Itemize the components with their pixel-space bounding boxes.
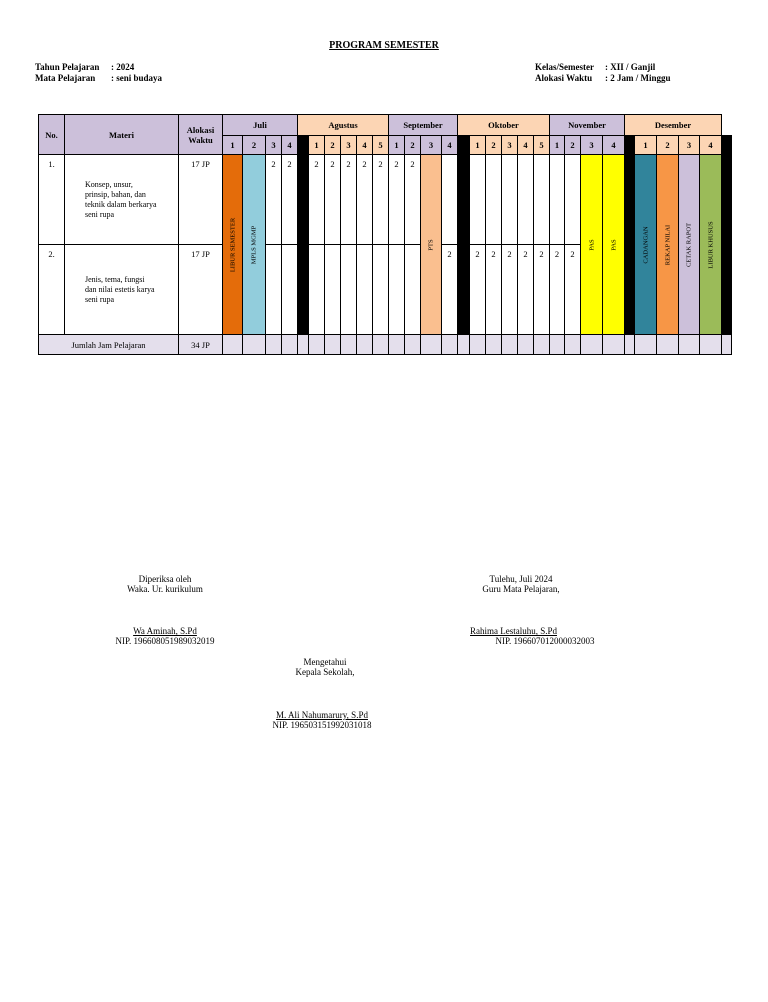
hours-cell: 2 (341, 155, 357, 245)
week-cell: 4 (603, 136, 625, 155)
empty-cell (486, 155, 502, 245)
total-cell (341, 335, 357, 355)
cetak-rapot-cell (679, 155, 700, 335)
teacher-nip: NIP. 196607012000032003 (495, 636, 595, 646)
total-cell (442, 335, 458, 355)
separator-cell (458, 155, 470, 335)
week-cell: 3 (679, 136, 700, 155)
teacher-signature (470, 626, 620, 646)
total-cell (722, 335, 732, 355)
week-cell: 4 (282, 136, 298, 155)
row-materi (65, 155, 179, 245)
total-cell (635, 335, 657, 355)
total-cell (625, 335, 635, 355)
head-line2: Kepala Sekolah, (295, 667, 355, 677)
row-alokasi: 17 JP (179, 155, 223, 245)
total-cell (298, 335, 309, 355)
total-cell (309, 335, 325, 355)
hours-cell: 2 (389, 155, 405, 245)
total-cell (518, 335, 534, 355)
empty-cell (534, 155, 550, 245)
total-cell (534, 335, 550, 355)
month-september: September (389, 115, 458, 136)
hours-cell: 2 (325, 155, 341, 245)
total-cell (223, 335, 243, 355)
total-cell (405, 335, 421, 355)
pas-cell (603, 155, 625, 335)
separator-cell (298, 136, 309, 155)
checker-line2: Waka. Ur. kurikulum (127, 584, 203, 594)
empty-cell (325, 245, 341, 335)
week-cell: 5 (534, 136, 550, 155)
empty-cell (341, 245, 357, 335)
total-cell (603, 335, 625, 355)
hours-cell: 2 (282, 155, 298, 245)
hours-cell: 2 (534, 245, 550, 335)
kelas-value: : XII / Ganjil (605, 62, 656, 72)
week-cell: 4 (700, 136, 722, 155)
cetak-rapot-label: CETAK RAPOT (685, 222, 693, 267)
document-title: PROGRAM SEMESTER (329, 40, 439, 51)
total-cell (550, 335, 565, 355)
week-cell: 3 (266, 136, 282, 155)
week-cell: 2 (657, 136, 679, 155)
libur-khusus-label: LIBUR KHUSUS (707, 220, 714, 269)
checker-block (100, 574, 230, 594)
alokasi-value: : 2 Jam / Minggu (605, 73, 671, 83)
total-cell (581, 335, 603, 355)
total-cell (389, 335, 405, 355)
program-semester-table (38, 114, 732, 355)
hours-cell: 2 (357, 155, 373, 245)
total-cell (373, 335, 389, 355)
teacher-line2: Guru Mata Pelajaran, (482, 584, 560, 594)
kelas-label: Kelas/Semester (535, 62, 594, 72)
libur-semester-label: LIBUR SEMESTER (229, 217, 236, 272)
month-november: November (550, 115, 625, 136)
week-cell: 2 (325, 136, 341, 155)
week-cell: 4 (442, 136, 458, 155)
header-no: No. (39, 115, 65, 155)
teacher-line1: Tulehu, Juli 2024 (489, 574, 553, 584)
hours-cell: 2 (486, 245, 502, 335)
hours-cell: 2 (518, 245, 534, 335)
hours-cell: 2 (405, 155, 421, 245)
week-cell: 1 (223, 136, 243, 155)
separator-cell (722, 155, 732, 335)
total-cell (325, 335, 341, 355)
total-cell (357, 335, 373, 355)
month-oktober: Oktober (458, 115, 550, 136)
checker-nip: NIP. 196608051989032019 (115, 636, 215, 646)
hours-cell: 2 (309, 155, 325, 245)
pts-cell (421, 155, 442, 335)
month-agustus: Agustus (298, 115, 389, 136)
row-number: 1. (39, 155, 65, 245)
hours-cell: 2 (565, 245, 581, 335)
mpls-label: MPLS MGMP (250, 225, 258, 264)
total-row (39, 335, 732, 355)
head-name: M. Ali Nahumarury, S.Pd (276, 710, 368, 720)
info-right (535, 62, 671, 84)
mapel-label: Mata Pelajaran (35, 73, 96, 83)
info-left (35, 62, 162, 84)
separator-cell (625, 136, 635, 155)
total-cell (679, 335, 700, 355)
rekap-nilai-cell (657, 155, 679, 335)
hours-cell: 2 (550, 245, 565, 335)
hours-cell: 2 (502, 245, 518, 335)
empty-cell (405, 245, 421, 335)
empty-cell (309, 245, 325, 335)
libur-khusus-cell (700, 155, 722, 335)
pas-cell (581, 155, 603, 335)
mpls-cell (243, 155, 266, 335)
week-cell: 1 (389, 136, 405, 155)
pts-label: PTS (427, 238, 435, 251)
empty-cell (550, 155, 565, 245)
libur-semester-cell (223, 155, 243, 335)
total-cell (700, 335, 722, 355)
month-desember: Desember (625, 115, 722, 136)
checker-line1: Diperiksa oleh (138, 574, 192, 584)
week-cell: 1 (470, 136, 486, 155)
empty-cell (389, 245, 405, 335)
separator-cell (625, 155, 635, 335)
head-block (260, 657, 390, 677)
rekap-nilai-label: REKAP NILAI (664, 224, 671, 265)
total-cell (243, 335, 266, 355)
head-nip: NIP. 196503151992031018 (272, 720, 372, 730)
empty-cell (470, 155, 486, 245)
cadangan-cell (635, 155, 657, 335)
week-cell: 1 (550, 136, 565, 155)
separator-cell (458, 136, 470, 155)
row-alokasi: 17 JP (179, 245, 223, 335)
week-cell: 2 (486, 136, 502, 155)
empty-cell (282, 245, 298, 335)
teacher-name: Rahima Lestaluhu, S.Pd (470, 626, 557, 636)
week-cell: 4 (357, 136, 373, 155)
week-cell: 1 (309, 136, 325, 155)
materi-text: Konsep, unsur, prinsip, bahan, dan teknik dalam berkarya seni rupa (85, 179, 157, 219)
empty-cell (373, 245, 389, 335)
week-cell: 3 (581, 136, 603, 155)
separator-cell (298, 155, 309, 335)
week-cell: 2 (405, 136, 421, 155)
pas-label: PAS (588, 238, 595, 251)
pas-label: PAS (610, 238, 617, 251)
hours-cell: 2 (266, 155, 282, 245)
total-cell (282, 335, 298, 355)
empty-cell (442, 155, 458, 245)
total-cell (458, 335, 470, 355)
empty-cell (502, 155, 518, 245)
week-cell: 4 (518, 136, 534, 155)
month-juli: Juli (223, 115, 298, 136)
header-alokasi: Alokasi Waktu (179, 115, 223, 155)
alokasi-label: Alokasi Waktu (535, 73, 593, 83)
week-cell: 5 (373, 136, 389, 155)
total-cell (657, 335, 679, 355)
total-label: Jumlah Jam Pelajaran (39, 335, 179, 355)
total-cell (470, 335, 486, 355)
total-value: 34 JP (179, 335, 223, 355)
empty-cell (266, 245, 282, 335)
week-cell: 3 (341, 136, 357, 155)
head-line1: Mengetahui (303, 657, 347, 667)
week-cell: 3 (421, 136, 442, 155)
hours-cell: 2 (470, 245, 486, 335)
tahun-value: : 2024 (111, 62, 135, 72)
tahun-label: Tahun Pelajaran (35, 62, 100, 72)
total-cell (502, 335, 518, 355)
empty-cell (565, 155, 581, 245)
hours-cell: 2 (373, 155, 389, 245)
total-cell (565, 335, 581, 355)
empty-cell (357, 245, 373, 335)
header-materi: Materi (65, 115, 179, 155)
checker-signature (95, 626, 235, 646)
week-cell: 3 (502, 136, 518, 155)
week-cell: 2 (243, 136, 266, 155)
materi-text: Jenis, tema, fungsi dan nilai estetis karya seni rupa (85, 274, 155, 304)
total-cell (486, 335, 502, 355)
total-cell (421, 335, 442, 355)
week-cell: 1 (635, 136, 657, 155)
week-cell: 2 (565, 136, 581, 155)
empty-cell (518, 155, 534, 245)
table-row (39, 155, 732, 245)
row-number: 2. (39, 245, 65, 335)
hours-cell: 2 (442, 245, 458, 335)
total-cell (266, 335, 282, 355)
teacher-block (456, 574, 586, 594)
separator-cell (722, 136, 732, 155)
row-materi (65, 245, 179, 335)
checker-name: Wa Aminah, S.Pd (133, 626, 197, 636)
cadangan-label: CADANGAN (642, 225, 649, 264)
head-signature (252, 710, 392, 730)
mapel-value: : seni budaya (111, 73, 163, 83)
